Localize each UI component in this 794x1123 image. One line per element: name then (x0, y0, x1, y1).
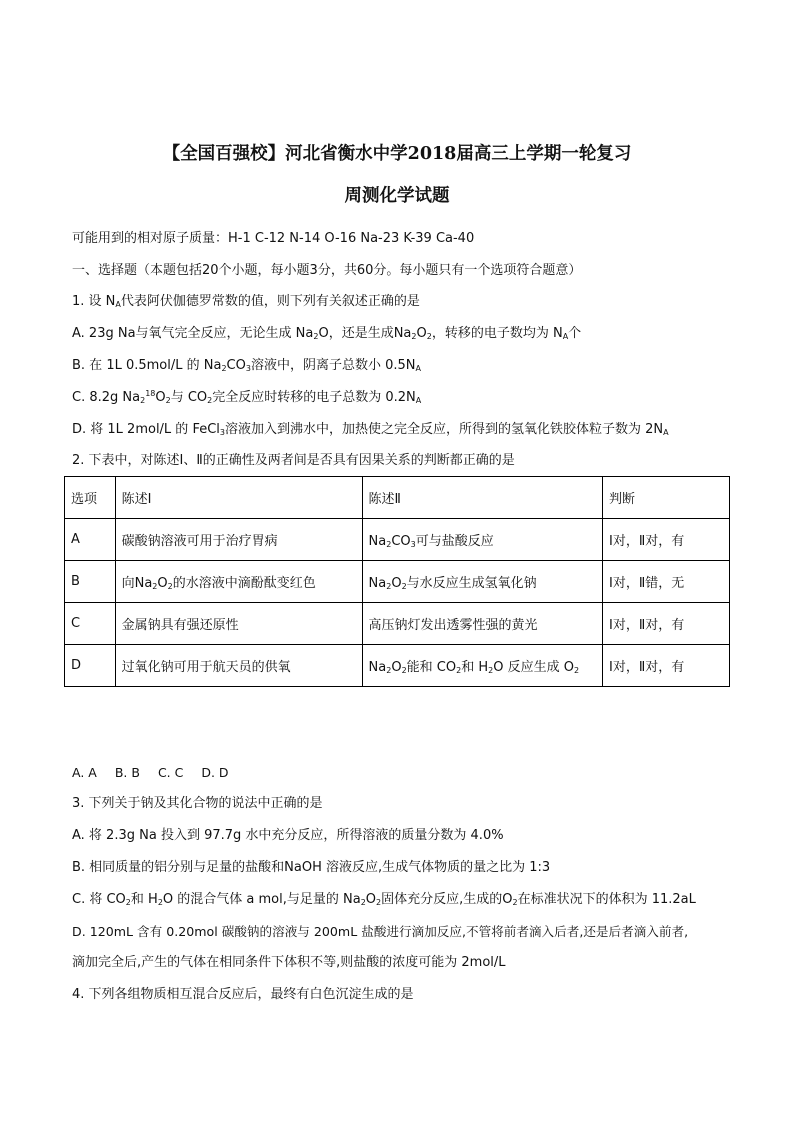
header-statement-2: 陈述Ⅱ (362, 477, 602, 519)
q3-stem: 3. 下列关于钠及其化合物的说法中正确的是 (72, 796, 323, 811)
q4-stem: 4. 下列各组物质相互混合反应后，最终有白色沉淀生成的是 (72, 987, 414, 1002)
title-line-2: 周测化学试题 (344, 186, 450, 206)
option-d: D. D (201, 765, 229, 780)
option-b: B. B (114, 765, 140, 780)
table-row (65, 645, 730, 687)
header-option: 选项 (65, 477, 116, 519)
header-judgement: 判断 (603, 477, 730, 519)
row-judgement: Ⅰ对，Ⅱ对，有 (603, 603, 730, 645)
row-statement-2: $Na_2O_2$与水反应生成氢氧化钠 (362, 561, 602, 603)
q1-option-b: B. 在 1L 0.5mol/L 的 $Na_2CO_3$溶液中，阴离子总数小 $0.5N_A$ (72, 358, 421, 373)
row-statement-2: $Na_2O_2$能和 $CO_2$和 $H_2O$ 反应生成 $O_2$ (362, 645, 602, 687)
row-statement-1: 过氧化钠可用于航天员的供氧 (115, 645, 362, 687)
q2-stem: 2. 下表中，对陈述Ⅰ、Ⅱ的正确性及两者间是否具有因果关系的判断都正确的是 (72, 453, 515, 468)
q3-option-b: B. 相同质量的铝分别与足量的盐酸和NaOH 溶液反应,生成气体物质的量之比为 1:3 (72, 860, 551, 875)
row-option: A (65, 519, 116, 561)
row-option: D (65, 645, 116, 687)
option-a: A. A (72, 765, 97, 780)
option-c: C. C (157, 765, 184, 780)
row-statement-2: 高压钠灯发出透雾性强的黄光 (362, 603, 602, 645)
row-option: C (65, 603, 116, 645)
q1-option-d: D. 将 1L 2mol/L 的 FeCl$_3$溶液加入到沸水中，加热使之完全反应，所得到的氢氧化铁胶体粒子数为 $2N_A$ (72, 422, 669, 437)
row-judgement: Ⅰ对，Ⅱ对，有 (603, 519, 730, 561)
atomic-masses: 可能用到的相对原子质量：H-1 C-12 N-14 O-16 Na-23 K-39 Ca-40 (72, 231, 475, 246)
section-heading: 一、选择题（本题包括20个小题，每小题3分，共60分。每小题只有一个选项符合题意） (72, 263, 582, 278)
header-statement-1: 陈述Ⅰ (115, 477, 362, 519)
q3-option-d-line1: D. 120mL 含有 0.20mol 碳酸钠的溶液与 200mL 盐酸进行滴加反应,不管将前者滴入后者,还是后者滴入前者, (72, 924, 689, 939)
q3-option-d-line2: 滴加完全后,产生的气体在相同条件下体积不等,则盐酸的浓度可能为 2mol/L (72, 955, 506, 970)
row-option: B (65, 561, 116, 603)
q1-option-c: C. 8.2g $Na_2^{18}O_2$与 $CO_2$完全反应时转移的电子总数为 $0.2N_A$ (72, 389, 422, 405)
title-line-1: 【全国百强校】河北省衡水中学2018届高三上学期一轮复习 (162, 144, 632, 164)
q2-answer-options (72, 765, 247, 781)
table-row (65, 519, 730, 561)
table-header-row (65, 477, 730, 519)
row-judgement: Ⅰ对，Ⅱ对，有 (603, 645, 730, 687)
q2-table (64, 476, 730, 687)
row-statement-1: 碳酸钠溶液可用于治疗胃病 (115, 519, 362, 561)
row-judgement: Ⅰ对，Ⅱ错，无 (603, 561, 730, 603)
table-row (65, 561, 730, 603)
row-statement-2: $Na_2CO_3$可与盐酸反应 (362, 519, 602, 561)
q3-option-a: A. 将 2.3g Na 投入到 97.7g 水中充分反应，所得溶液的质量分数为 4.0% (72, 828, 504, 843)
table-row (65, 603, 730, 645)
q3-option-c: C. 将 $CO_2$和 $H_2O$ 的混合气体 a mol,与足量的 $Na_2O_2$固体充分反应,生成的$O_2$在标准状况下的体积为 11.2aL (72, 892, 696, 907)
row-statement-1: 向$Na_2O_2$的水溶液中滴酚酞变红色 (115, 561, 362, 603)
row-statement-1: 金属钠具有强还原性 (115, 603, 362, 645)
q1-option-a: A. 23g Na与氧气完全反应，无论生成 $Na_2O$，还是生成$Na_2O_2$，转移的电子数均为 $N_A$个 (72, 326, 582, 341)
q1-stem: 1. 设 $N_A$代表阿伏伽德罗常数的值，则下列有关叙述正确的是 (72, 294, 420, 309)
